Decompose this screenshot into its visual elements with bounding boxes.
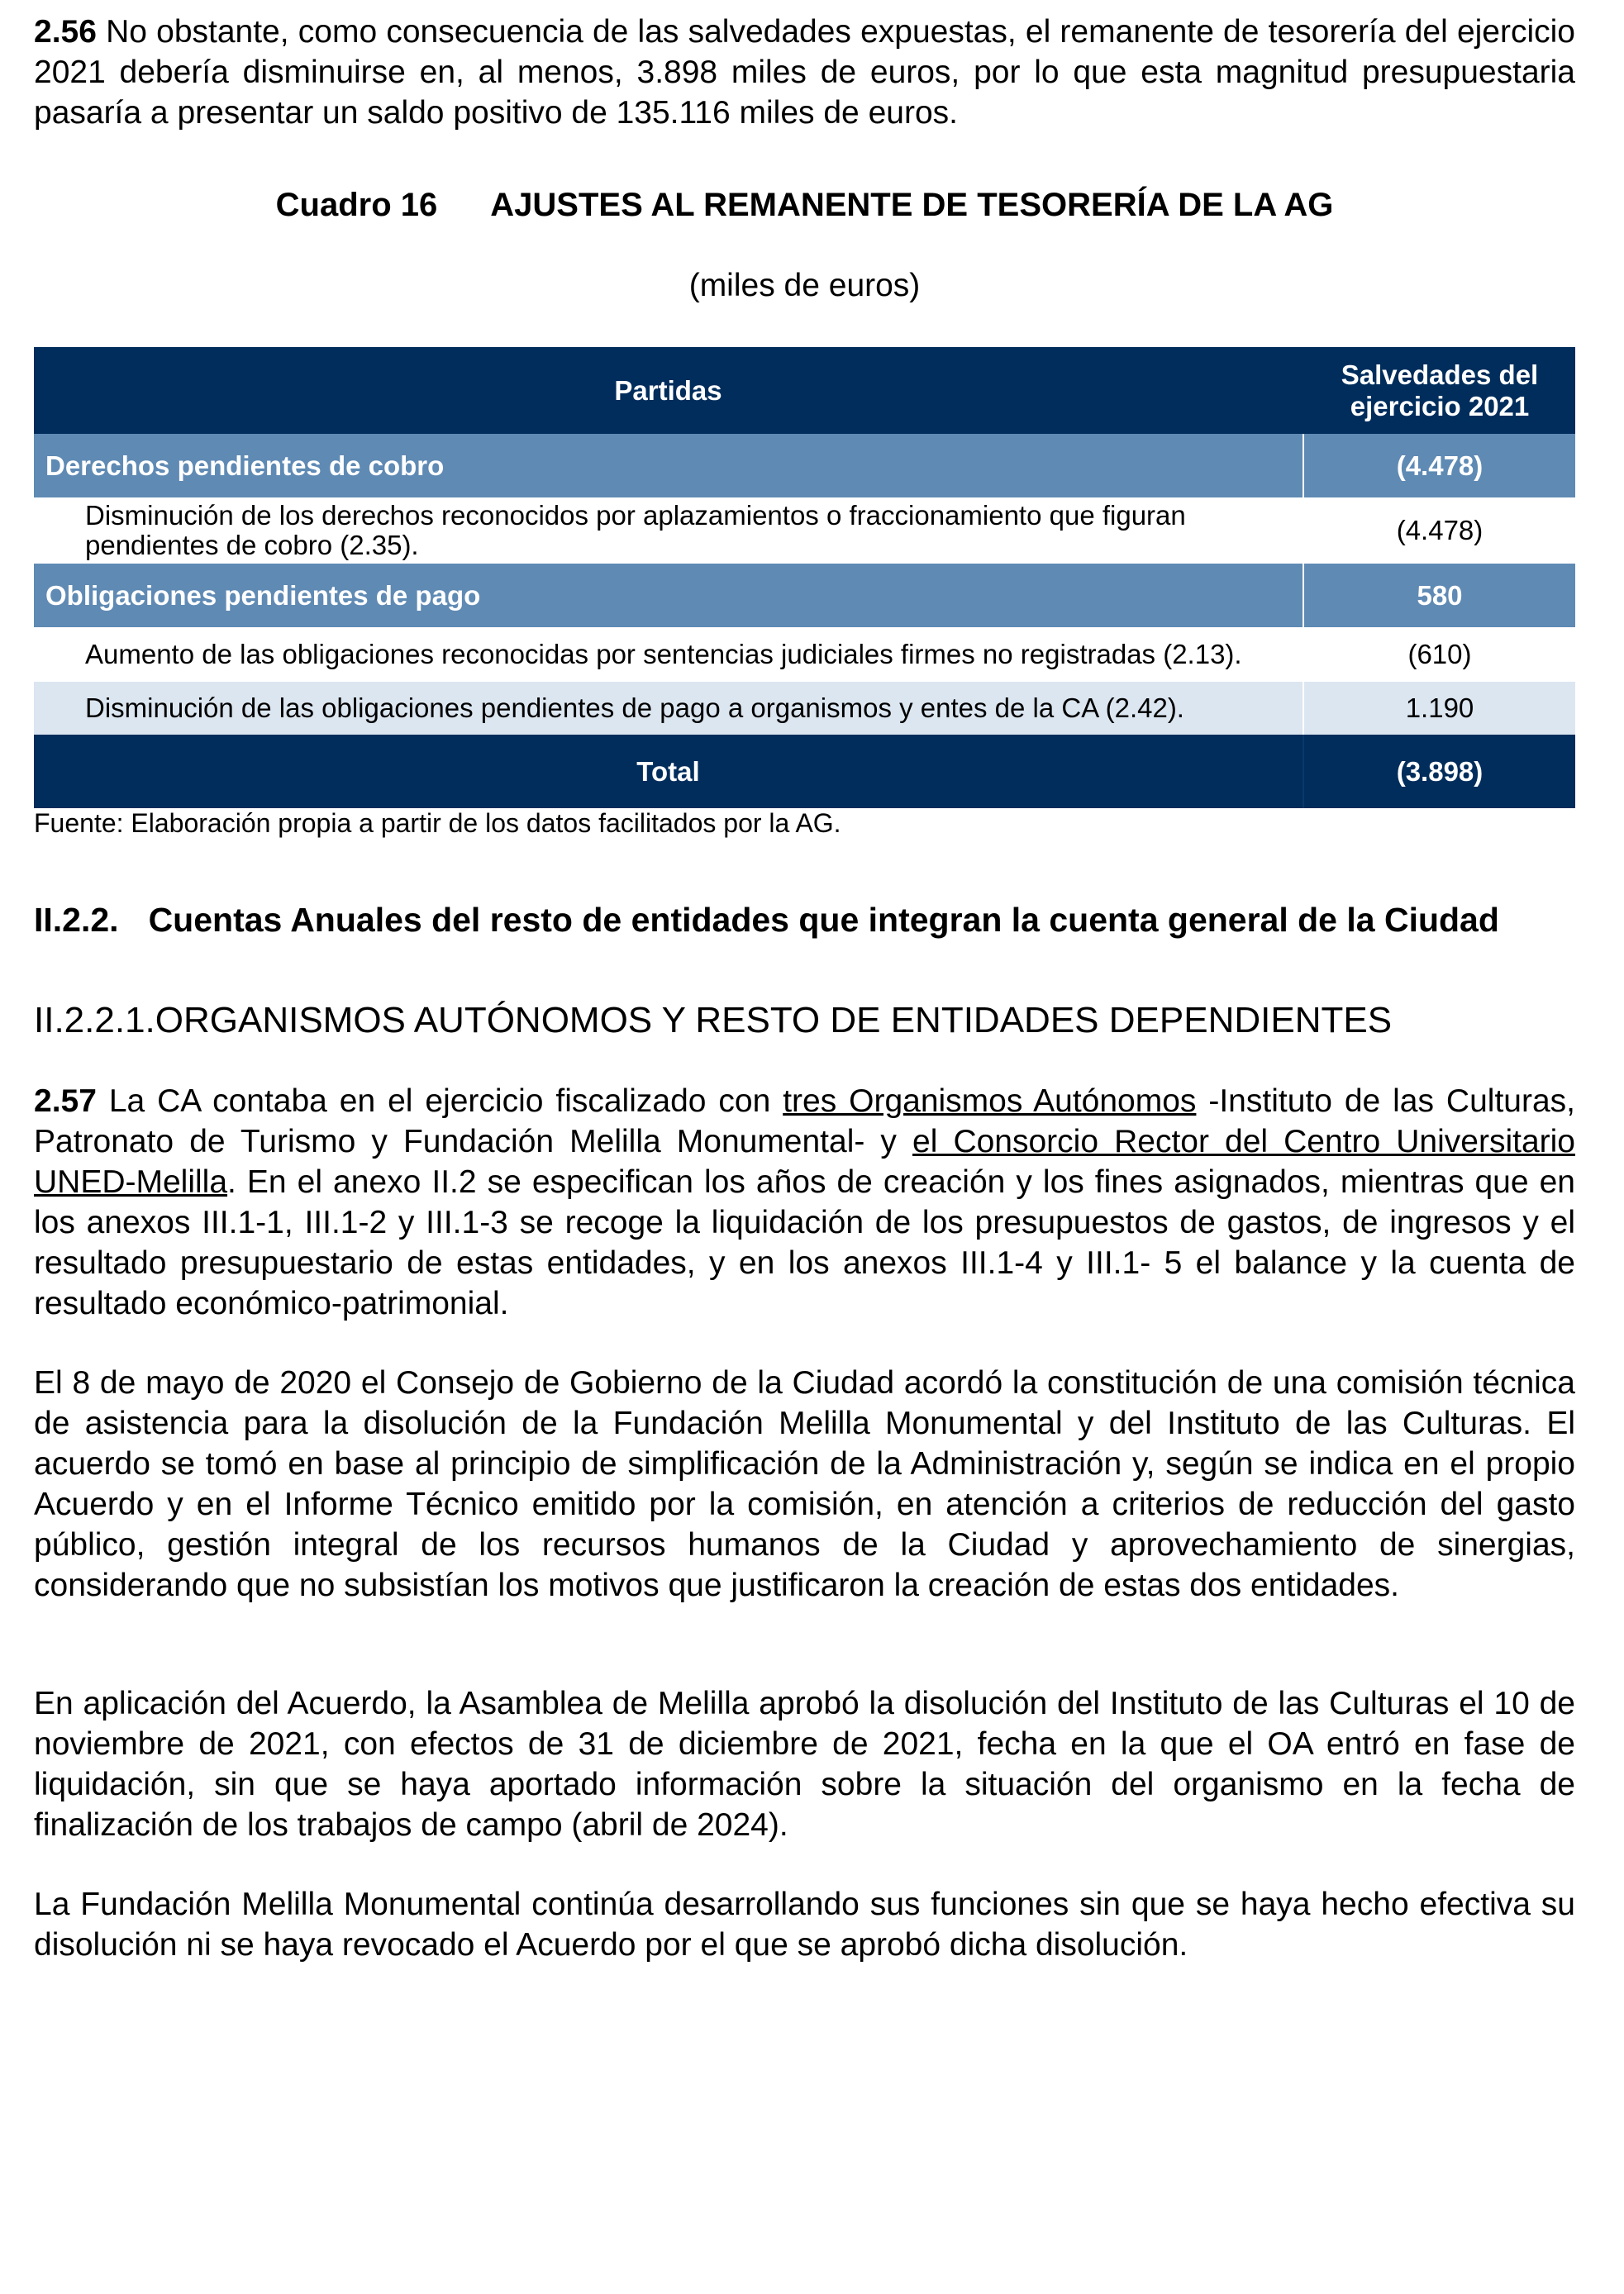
adjustments-table bbox=[34, 347, 1575, 839]
row-label: Disminución de los derechos reconocidos por aplazamientos o fraccionamiento que figuran pendientes de cobro (2.35). bbox=[85, 500, 1186, 560]
section-title: Cuentas Anuales del resto de entidades que integran la cuenta general de la Ciudad bbox=[148, 901, 1499, 939]
row-label: Aumento de las obligaciones reconocidas por sentencias judiciales firmes no registradas (2.13). bbox=[85, 639, 1242, 669]
table-header bbox=[34, 347, 1575, 434]
row-value: 1.190 bbox=[1303, 682, 1575, 735]
table-total-row bbox=[34, 735, 1575, 808]
text: . En el anexo II.2 se especifican los años de creación y los fines asignados, mientras que en los anexos III.1-1, III.1-2 y III.1-3 se recoge la liquidación de los presupuestos de gastos, de ingresos y el resultado presupuestario de estas entidades, y en los anexos III.1-4 y III.1- 5 el balance y la cuenta de resultado económico-patrimonial. bbox=[34, 1164, 1575, 1321]
paragraph: El 8 de mayo de 2020 el Consejo de Gobierno de la Ciudad acordó la constitución de una comisión técnica de asistencia para la disolución de la Fundación Melilla Monumental y del Instituto de las Culturas. El acuerdo se tomó en base al principio de simplificación de la Administración y, según se indica en el propio Acuerdo y en el Informe Técnico emitido por la comisión, en atención a criterios de reducción del gasto público, gestión integral de los recursos humanos de la Ciudad y aprovechamiento de sinergias, considerando que no subsistían los motivos que justificaron la creación de estas dos entidades. bbox=[34, 1365, 1575, 1603]
paragraph: La Fundación Melilla Monumental continúa desarrollando sus funciones sin que se haya hecho efectiva su disolución ni se haya revocado el Acuerdo por el que se aprobó dicha disolución. bbox=[34, 1887, 1575, 1963]
table-title bbox=[34, 187, 1575, 224]
table-title-text: AJUSTES AL REMANENTE DE TESORERÍA DE LA AG bbox=[490, 187, 1334, 223]
row-value: 580 bbox=[1303, 564, 1575, 627]
underlined-text: tres Organismos Autónomos bbox=[783, 1083, 1197, 1119]
table-source: Fuente: Elaboración propia a partir de los datos facilitados por la AG. bbox=[34, 808, 841, 838]
table-row bbox=[34, 564, 1575, 627]
header-salvedades: Salvedades del ejercicio 2021 bbox=[1303, 347, 1575, 434]
paragraph-number: 2.57 bbox=[34, 1083, 97, 1119]
table-row bbox=[34, 682, 1575, 735]
table-row bbox=[34, 434, 1575, 497]
table-row bbox=[34, 497, 1575, 564]
paragraph-number: 2.56 bbox=[34, 14, 97, 50]
table-units: (miles de euros) bbox=[688, 268, 921, 303]
section-heading bbox=[34, 901, 1575, 940]
text: -Instituto de las Culturas, Patronato de Turismo y Fundación Melilla Monumental- y bbox=[34, 1083, 1575, 1159]
subsection-heading: II.2.2.1.ORGANISMOS AUTÓNOMOS Y RESTO DE ENTIDADES DEPENDIENTES bbox=[34, 1000, 1393, 1040]
row-label: Obligaciones pendientes de pago bbox=[45, 579, 481, 611]
row-value: (4.478) bbox=[1303, 497, 1575, 564]
row-label: Derechos pendientes de cobro bbox=[45, 450, 445, 481]
total-value: (3.898) bbox=[1303, 735, 1575, 808]
row-value: (610) bbox=[1303, 627, 1575, 682]
table-row bbox=[34, 627, 1575, 682]
row-value: (4.478) bbox=[1303, 434, 1575, 497]
total-label: Total bbox=[636, 755, 700, 787]
paragraph-2-56 bbox=[34, 12, 1575, 133]
header-partidas: Partidas bbox=[614, 374, 722, 406]
paragraph-text: No obstante, como consecuencia de las salvedades expuestas, el remanente de tesorería del ejercicio 2021 debería disminuirse en, al menos, 3.898 miles de euros, por lo que esta magnitud presupuestaria pasaría a presentar un saldo positivo de 135.116 miles de euros. bbox=[34, 14, 1575, 131]
underlined-text: el Consorcio Rector del Centro Universitario UNED-Melilla bbox=[34, 1124, 1575, 1200]
paragraph-2-57 bbox=[34, 1081, 1575, 1324]
section-number: II.2.2. bbox=[34, 901, 119, 939]
table-number: Cuadro 16 bbox=[275, 187, 438, 223]
text: La CA contaba en el ejercicio fiscalizado con bbox=[96, 1083, 783, 1119]
row-label: Disminución de las obligaciones pendientes de pago a organismos y entes de la CA (2.42). bbox=[85, 692, 1184, 723]
paragraph: En aplicación del Acuerdo, la Asamblea de Melilla aprobó la disolución del Instituto de las Culturas el 10 de noviembre de 2021, con efectos de 31 de diciembre de 2021, fecha en la que el OA entró en fase de liquidación, sin que se haya aportado información sobre la situación del organismo en la fecha de finalización de los trabajos de campo (abril de 2024). bbox=[34, 1686, 1575, 1843]
